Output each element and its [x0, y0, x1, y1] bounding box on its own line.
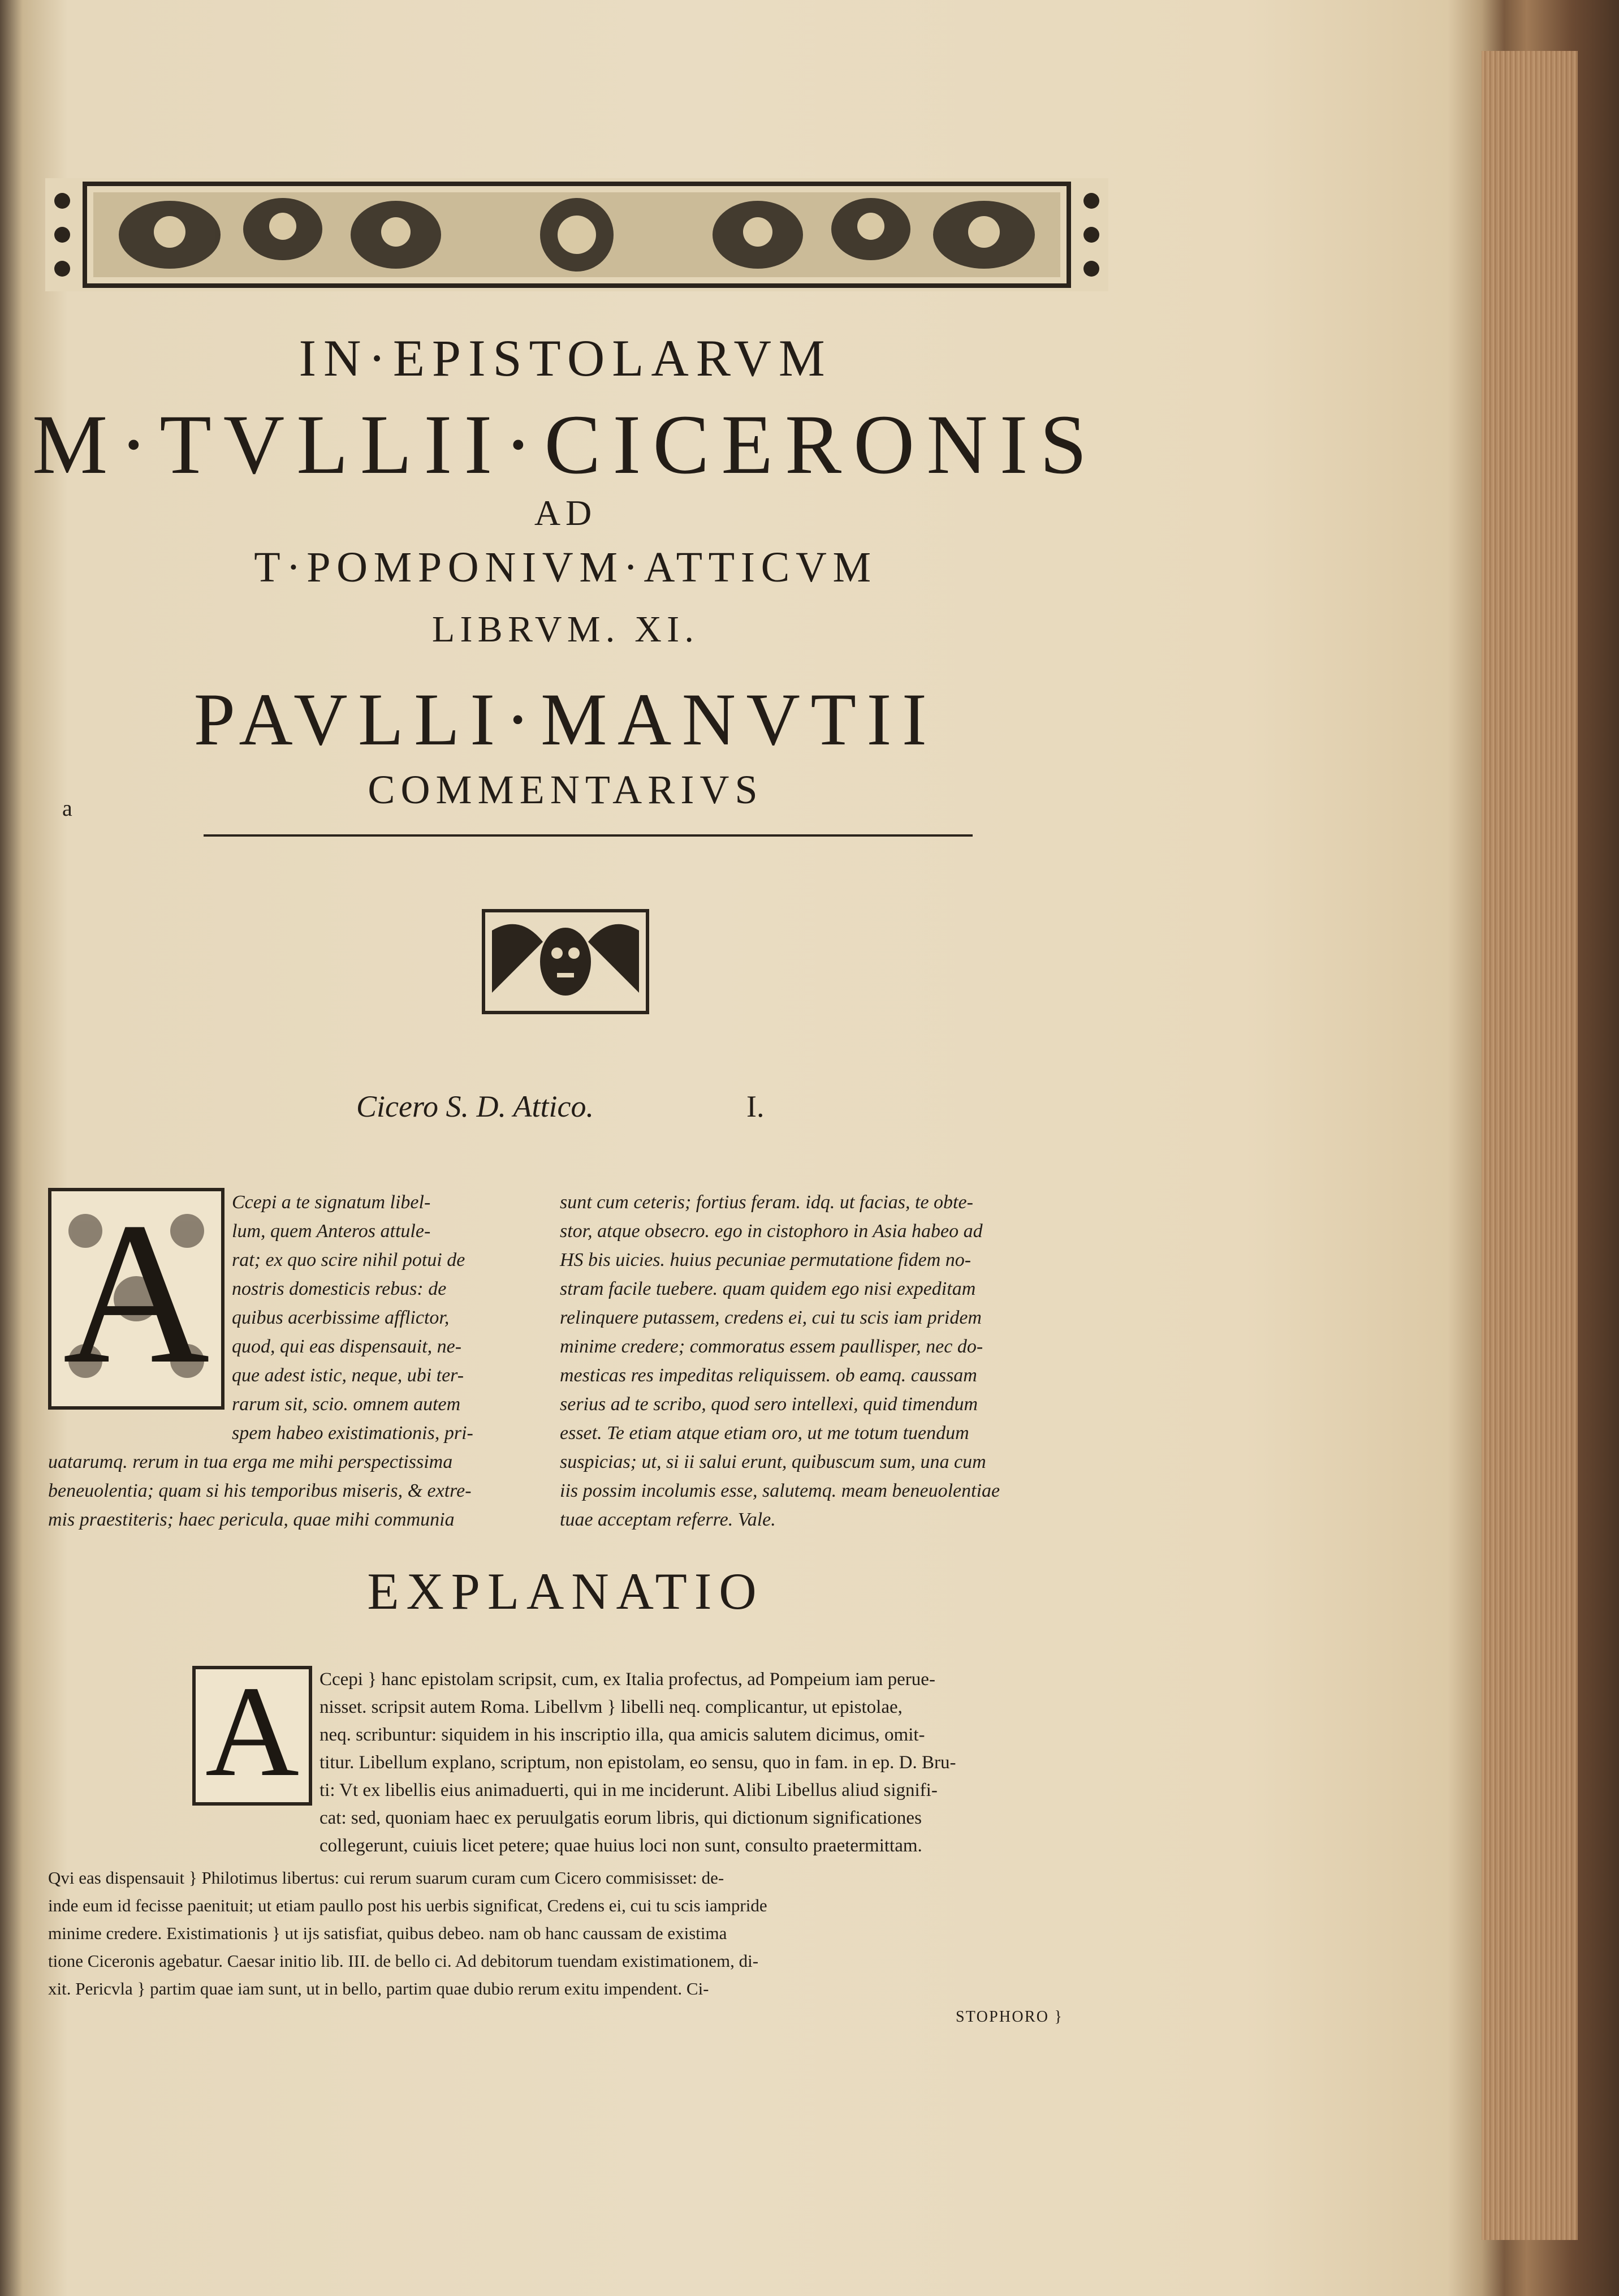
letter-left-column-top	[232, 1188, 473, 1448]
explanatio-line: neq. scribuntur: siquidem in his inscriptio illa, qua amicis salutem dicimus, omit-	[320, 1725, 925, 1745]
explanatio-line: xit. Pericvla } partim quae iam sunt, ut in bello, partim quae dubio rerum exitu impendent. Ci-	[48, 1979, 709, 1998]
letter-left-line: uatarumq. rerum in tua erga me mihi perspectissima	[48, 1451, 453, 1472]
letter-right-line: suspicias; ut, si ii salui erunt, quibuscum sum, una cum	[560, 1451, 986, 1472]
explanatio-title: EXPLANATIO	[367, 1562, 764, 1620]
letter-right-line: tuae acceptam referre. Vale.	[560, 1509, 776, 1530]
catchword: STOPHORO }	[956, 2008, 1064, 2026]
letter-right-line: minime credere; commoratus essem paullisper, nec do-	[560, 1336, 983, 1357]
signature-mark: a	[62, 795, 72, 821]
heading-line-2: M·TVLLII·CICERONIS	[32, 398, 1099, 492]
explanatio-dropcap	[192, 1659, 312, 1806]
letter-dropcap	[48, 1180, 224, 1410]
explanatio-line: Qvi eas dispensauit } Philotimus libertus: cui rerum suarum curam cum Cicero commisisset: de-	[48, 1868, 724, 1888]
explanatio-line: inde eum id fecisse paenituit; ut etiam paullo post his uerbis significat, Credens ei, cui tu scis iampride	[48, 1896, 767, 1915]
letter-number: I.	[746, 1089, 765, 1123]
letter-right-line: relinquere putassem, credens ei, cui tu scis iam pridem	[560, 1307, 982, 1328]
divider-rule	[204, 834, 973, 837]
letter-right-line: esset. Te etiam atque etiam oro, ut me totum tuendum	[560, 1423, 969, 1444]
letter-left-line: que adest istic, neque, ubi ter-	[232, 1365, 464, 1386]
heading-line-6: PAVLLI·MANVTII	[193, 678, 938, 761]
heading-line-4: T·POMPONIVM·ATTICVM	[254, 544, 877, 591]
heading-line-5: LIBRVM. XI.	[431, 609, 700, 650]
letter-left-line: quod, qui eas dispensauit, ne-	[232, 1336, 462, 1357]
letter-right-line: sunt cum ceteris; fortius feram. idq. ut facias, te obte-	[560, 1192, 973, 1213]
letter-right-line: serius ad te scribo, quod sero intellexi, quid timendum	[560, 1394, 978, 1415]
explanatio-dropcap-letter: A	[205, 1659, 300, 1803]
explanatio-full-lines	[48, 1864, 767, 2002]
explanatio-line: collegerunt, cuiuis licet petere; quae huius loci non sunt, consulto praetermittam.	[320, 1836, 922, 1856]
letter-left-line: mis praestiteris; haec pericula, quae mihi communia	[48, 1509, 455, 1530]
letter-left-line: quibus acerbissime afflictor,	[232, 1307, 450, 1328]
letter-right-line: iis possim incolumis esse, salutemq. meam beneuolentiae	[560, 1480, 1000, 1501]
letter-right-line: stram facile tuebere. quam quidem ego nisi expeditam	[560, 1278, 976, 1299]
heading-line-3: AD	[534, 493, 597, 533]
letter-left-line: spem habeo existimationis, pri-	[232, 1423, 473, 1444]
explanatio-line: ti: Vt ex libellis eius animaduerti, qui in me inciderunt. Alibi Libellus aliud signifi-	[320, 1780, 938, 1800]
letter-left-column-bottom	[48, 1448, 472, 1534]
letter-left-line: rat; ex quo scire nihil potui de	[232, 1250, 465, 1270]
letter-salutation: Cicero S. D. Attico.	[356, 1089, 594, 1123]
center-ornament	[481, 908, 650, 1015]
explanatio-line: Ccepi } hanc epistolam scripsit, cum, ex Italia profectus, ad Pompeium iam perue-	[320, 1669, 935, 1690]
explanatio-line: tione Ciceronis agebatur. Caesar initio lib. III. de bello ci. Ad debitorum tuendam existimationem, di-	[48, 1951, 759, 1971]
explanatio-line: minime credere. Existimationis } ut ijs satisfiat, quibus debeo. nam ob hanc caussam de existima	[48, 1923, 727, 1943]
heading-line-1: IN·EPISTOLARVM	[299, 329, 832, 387]
letter-right-line: stor, atque obsecro. ego in cistophoro in Asia habeo ad	[560, 1221, 983, 1242]
explanatio-line: titur. Libellum explano, scriptum, non epistolam, eo sensu, quo in fam. in ep. D. Bru-	[320, 1752, 956, 1773]
explanatio-line: cat: sed, quoniam haec ex peruulgatis eorum libris, qui dictionum significationes	[320, 1808, 922, 1828]
letter-left-line: rarum sit, scio. omnem autem	[232, 1394, 461, 1415]
letter-right-line: mesticas res impeditas reliquissem. ob eamq. caussam	[560, 1365, 977, 1386]
letter-left-line: lum, quem Anteros attule-	[232, 1221, 431, 1242]
explanatio-line: nisset. scripsit autem Roma. Libellvm } libelli neq. complicantur, ut epistolae,	[320, 1697, 903, 1717]
book-fore-edge	[1482, 51, 1578, 2240]
letter-left-line: Ccepi a te signatum libel-	[232, 1192, 431, 1213]
letter-right-column	[560, 1188, 1000, 1534]
explanatio-indented-lines	[320, 1666, 956, 1860]
ornamental-banner	[45, 178, 1108, 291]
letter-left-line: beneuolentia; quam si his temporibus miseris, & extre-	[48, 1480, 472, 1501]
letter-right-line: HS bis uicies. huius pecuniae permutatione fidem no-	[560, 1250, 972, 1270]
heading-line-7: COMMENTARIVS	[368, 767, 763, 812]
letter-left-line: nostris domesticis rebus: de	[232, 1278, 447, 1299]
letter-dropcap-letter: A	[63, 1180, 210, 1406]
